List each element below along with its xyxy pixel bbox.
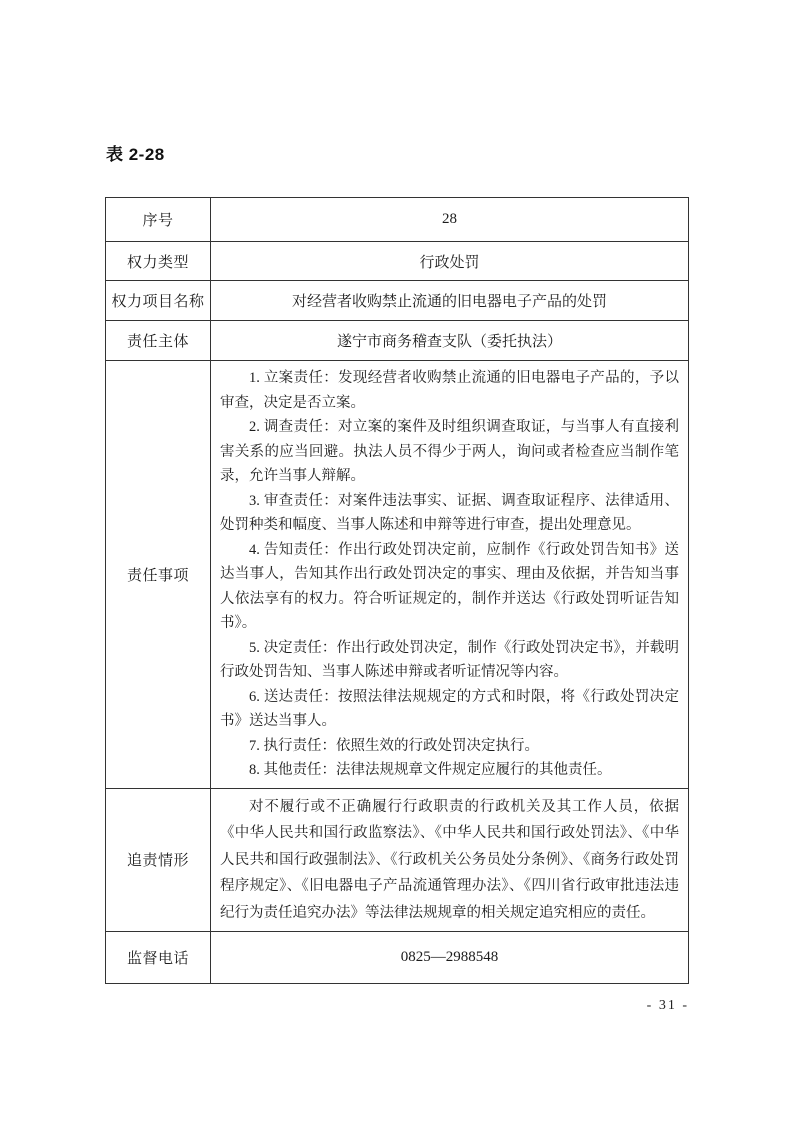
row-label-power-item-name: 权力项目名称 [106, 281, 211, 321]
row-value-power-type: 行政处罚 [211, 242, 689, 281]
table-row-responsible-entity [106, 321, 689, 361]
row-label-responsible-entity: 责任主体 [106, 321, 211, 361]
row-value-power-item-name: 对经营者收购禁止流通的旧电器电子产品的处罚 [211, 281, 689, 321]
table-row-power-item-name [106, 281, 689, 321]
responsibility-item-6: 6. 送达责任：按照法律法规规定的方式和时限，将《行政处罚决定书》送达当事人。 [220, 688, 679, 729]
row-value-supervision-phone: 0825—2988548 [211, 932, 689, 984]
table-caption: 表 2-28 [106, 145, 165, 164]
row-label-xuhao: 序号 [106, 198, 211, 242]
power-item-table [105, 197, 689, 984]
row-label-accountability: 追责情形 [106, 788, 211, 932]
responsibility-item-8: 8. 其他责任：法律法规规章文件规定应履行的其他责任。 [249, 762, 612, 778]
row-label-responsibility-items: 责任事项 [106, 361, 211, 789]
table-row-responsibility-items [106, 361, 689, 789]
responsibility-item-2: 2. 调查责任：对立案的案件及时组织调查取证，与当事人有直接利害关系的应当回避。执法人员不得少于两人，询问或者检查应当制作笔录，允许当事人辩解。 [220, 419, 679, 484]
table-row-supervision-phone [106, 932, 689, 984]
responsibility-item-4: 4. 告知责任：作出行政处罚决定前，应制作《行政处罚告知书》送达当事人，告知其作出行政处罚决定的事实、理由及依据，并告知当事人依法享有的权力。符合听证规定的，制作并送达《行政处罚听证告知书》。 [220, 541, 679, 631]
responsibility-item-7: 7. 执行责任：依照生效的行政处罚决定执行。 [249, 737, 539, 754]
table-row-xuhao [106, 198, 689, 242]
row-value-responsibility-items [211, 361, 689, 789]
row-label-supervision-phone: 监督电话 [106, 932, 211, 984]
page-number: - 31 - [646, 998, 689, 1013]
table-row-power-type [106, 242, 689, 281]
row-value-accountability [211, 788, 689, 932]
row-label-power-type: 权力类型 [106, 242, 211, 281]
responsibility-item-3: 3. 审查责任：对案件违法事实、证据、调查取证程序、法律适用、处罚种类和幅度、当事人陈述和申辩等进行审查，提出处理意见。 [220, 492, 679, 533]
row-value-xuhao: 28 [211, 198, 689, 242]
responsibility-item-5: 5. 决定责任：作出行政处罚决定，制作《行政处罚决定书》，并载明行政处罚告知、当事人陈述申辩或者听证情况等内容。 [220, 639, 679, 680]
row-value-responsible-entity: 遂宁市商务稽查支队（委托执法） [211, 321, 689, 361]
responsibility-item-1: 1. 立案责任：发现经营者收购禁止流通的旧电器电子产品的，予以审查，决定是否立案。 [220, 370, 679, 411]
accountability-text: 对不履行或不正确履行行政职责的行政机关及其工作人员，依据《中华人民共和国行政监察法》、《中华人民共和国行政处罚法》、《中华人民共和国行政强制法》、《行政机关公务员处分条例》、《商务行政处罚程序规定》、《旧电器电子产品流通管理办法》、《四川省行政审批违法违纪行为责任追究办法》等法律法规规章的相关规定追究相应的责任。 [220, 798, 679, 921]
table-row-accountability [106, 788, 689, 932]
